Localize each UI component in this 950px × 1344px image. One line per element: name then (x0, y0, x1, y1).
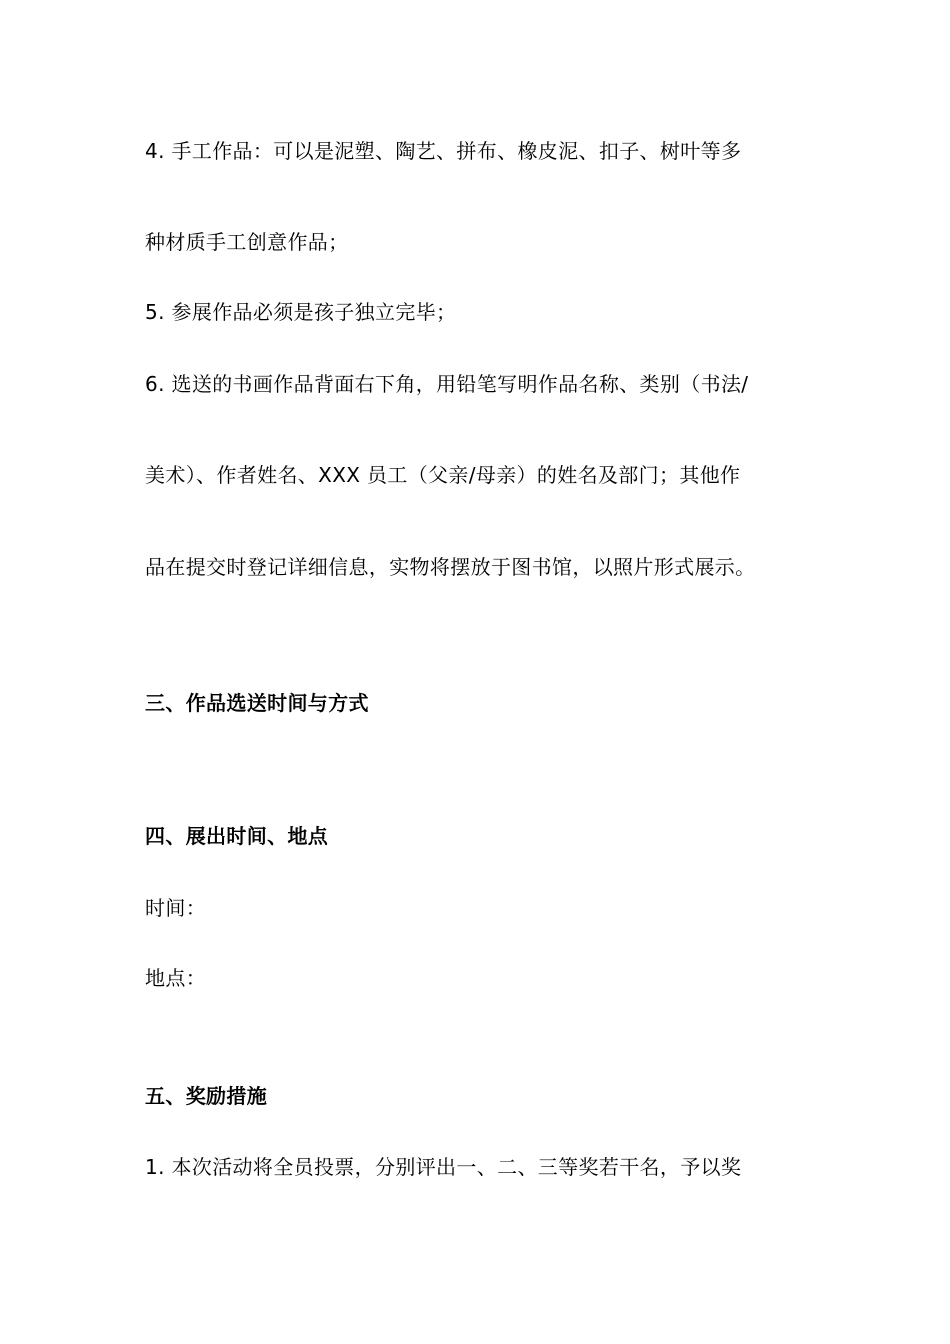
item-5: 5. 参展作品必须是孩子独立完毕； (145, 300, 457, 324)
section-3-heading: 三、作品选送时间与方式 (145, 691, 369, 715)
place-label: 地点： (145, 966, 207, 990)
item-6-line-2: 美术）、作者姓名、XXX 员工（父亲/母亲）的姓名及部门；其他作 (145, 463, 741, 487)
time-label: 时间： (145, 896, 207, 920)
reward-item-1-line-1: 1. 本次活动将全员投票，分别评出一、二、三等奖若干名，予以奖 (145, 1155, 742, 1179)
item-4-line-1: 4. 手工作品：可以是泥塑、陶艺、拼布、橡皮泥、扣子、树叶等多 (145, 139, 742, 163)
section-4-heading: 四、展出时间、地点 (145, 824, 329, 848)
item-4-line-2: 种材质手工创意作品； (145, 230, 349, 254)
item-6-line-1: 6. 选送的书画作品背面右下角，用铅笔写明作品名称、类别（书法/ (145, 372, 749, 396)
section-5-heading: 五、奖励措施 (145, 1084, 268, 1108)
item-6-line-3: 品在提交时登记详细信息，实物将摆放于图书馆，以照片形式展示。 (145, 555, 756, 579)
